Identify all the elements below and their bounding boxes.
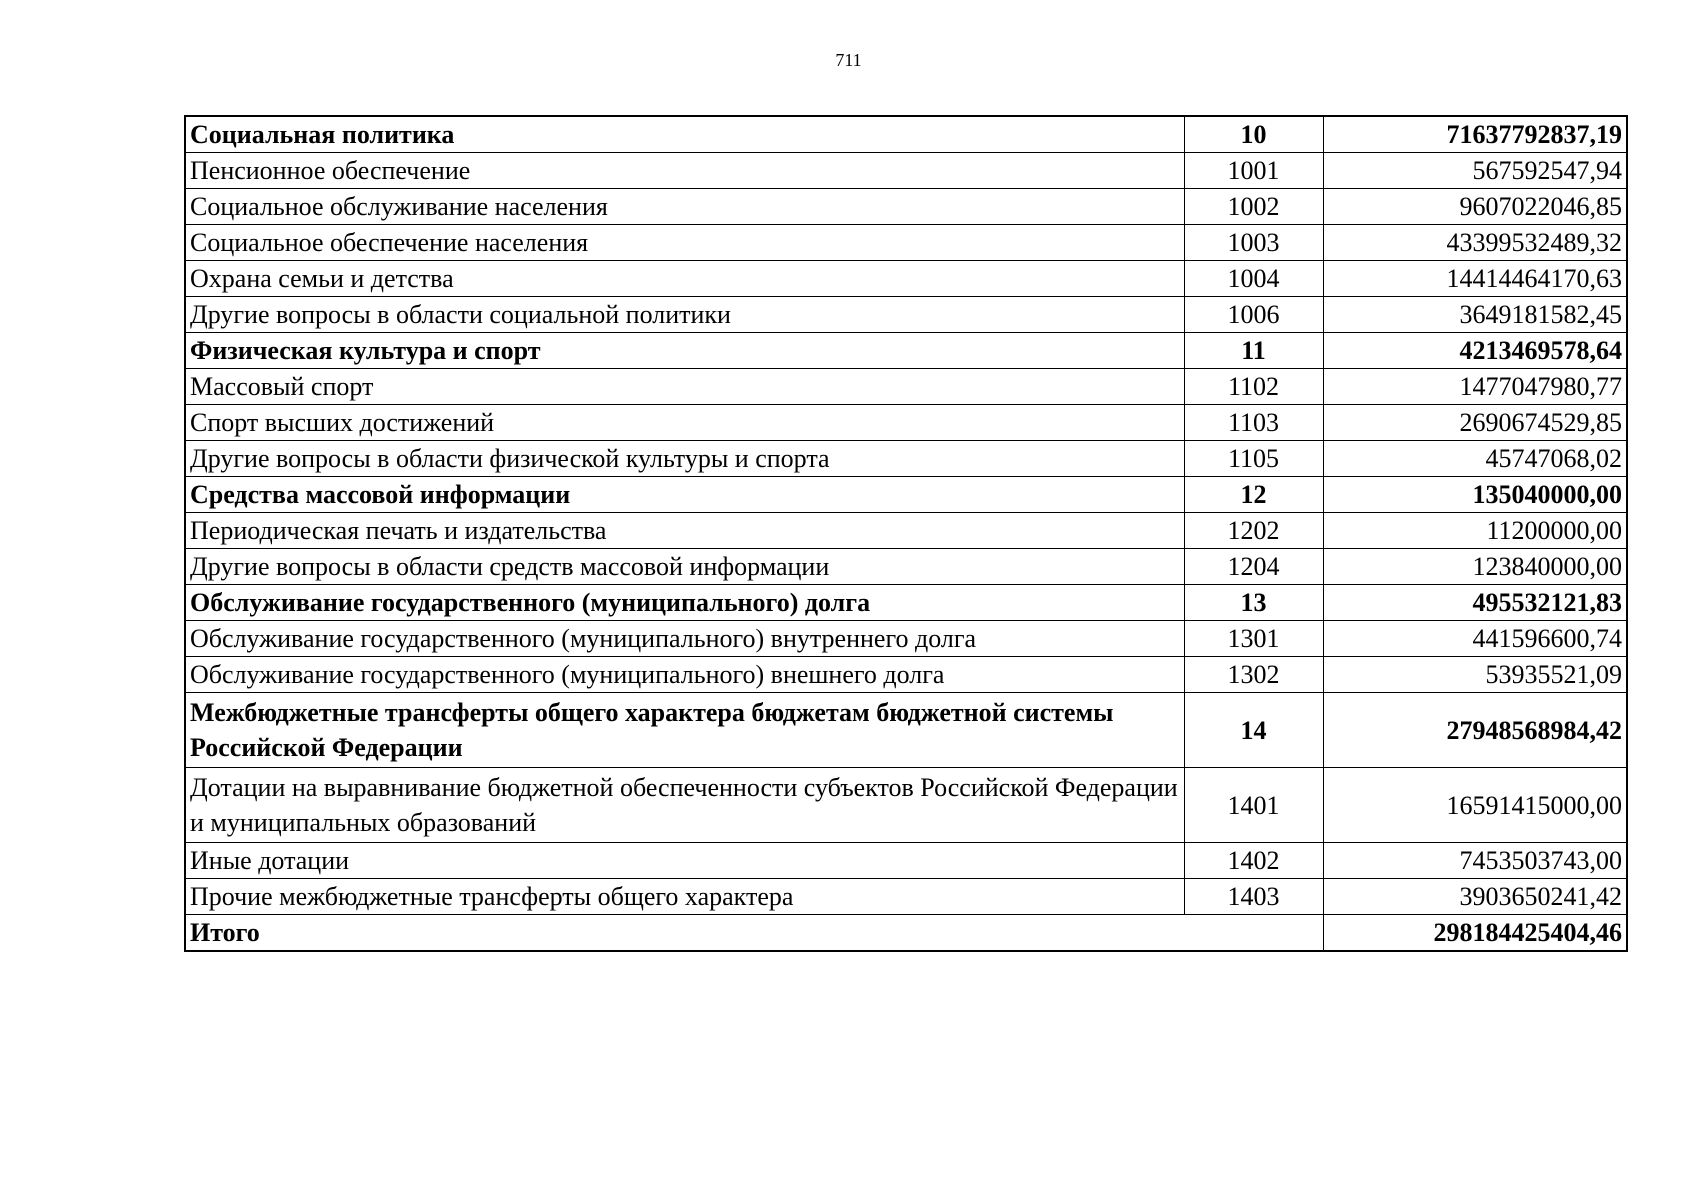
total-label: Итого <box>185 915 1323 952</box>
row-name: Периодическая печать и издательства <box>185 513 1184 549</box>
row-amount: 53935521,09 <box>1323 657 1627 693</box>
row-amount: 3903650241,42 <box>1323 879 1627 915</box>
row-code: 10 <box>1184 116 1323 153</box>
table-row <box>185 513 1627 549</box>
table-row <box>185 879 1627 915</box>
row-code: 1001 <box>1184 153 1323 189</box>
row-amount: 441596600,74 <box>1323 621 1627 657</box>
table-row <box>185 657 1627 693</box>
row-name: Обслуживание государственного (муниципального) долга <box>185 585 1184 621</box>
row-code: 1402 <box>1184 843 1323 879</box>
page-number: 711 <box>835 50 862 70</box>
row-name: Обслуживание государственного (муниципального) внешнего долга <box>185 657 1184 693</box>
row-code: 1006 <box>1184 297 1323 333</box>
row-name: Другие вопросы в области социальной политики <box>185 297 1184 333</box>
row-code: 14 <box>1184 693 1323 768</box>
row-amount: 135040000,00 <box>1323 477 1627 513</box>
row-name: Массовый спорт <box>185 369 1184 405</box>
table-row <box>185 333 1627 369</box>
row-amount: 43399532489,32 <box>1323 225 1627 261</box>
row-name: Пенсионное обеспечение <box>185 153 1184 189</box>
row-name: Спорт высших достижений <box>185 405 1184 441</box>
table-row <box>185 153 1627 189</box>
row-amount: 567592547,94 <box>1323 153 1627 189</box>
table-row <box>185 297 1627 333</box>
row-name: Социальная политика <box>185 116 1184 153</box>
row-amount: 1477047980,77 <box>1323 369 1627 405</box>
row-amount: 71637792837,19 <box>1323 116 1627 153</box>
table-row <box>185 405 1627 441</box>
total-amount: 298184425404,46 <box>1323 915 1627 952</box>
row-amount: 2690674529,85 <box>1323 405 1627 441</box>
table-row <box>185 189 1627 225</box>
table-row <box>185 585 1627 621</box>
table-row <box>185 768 1627 843</box>
table-row <box>185 225 1627 261</box>
row-code: 1202 <box>1184 513 1323 549</box>
row-name: Дотации на выравнивание бюджетной обеспеченности субъектов Российской Федерации и муниципальных образований <box>185 768 1184 843</box>
row-name: Прочие межбюджетные трансферты общего характера <box>185 879 1184 915</box>
row-amount: 123840000,00 <box>1323 549 1627 585</box>
row-code: 13 <box>1184 585 1323 621</box>
total-row <box>185 915 1627 952</box>
row-amount: 4213469578,64 <box>1323 333 1627 369</box>
row-amount: 7453503743,00 <box>1323 843 1627 879</box>
budget-table-body <box>185 116 1627 951</box>
table-row <box>185 369 1627 405</box>
row-name: Социальное обслуживание населения <box>185 189 1184 225</box>
row-code: 1004 <box>1184 261 1323 297</box>
table-row <box>185 441 1627 477</box>
row-amount: 3649181582,45 <box>1323 297 1627 333</box>
row-name: Охрана семьи и детства <box>185 261 1184 297</box>
row-code: 1302 <box>1184 657 1323 693</box>
row-code: 12 <box>1184 477 1323 513</box>
table-row <box>185 843 1627 879</box>
row-name: Средства массовой информации <box>185 477 1184 513</box>
row-name: Обслуживание государственного (муниципального) внутреннего долга <box>185 621 1184 657</box>
row-amount: 14414464170,63 <box>1323 261 1627 297</box>
row-name: Физическая культура и спорт <box>185 333 1184 369</box>
row-code: 1403 <box>1184 879 1323 915</box>
table-row <box>185 477 1627 513</box>
row-amount: 495532121,83 <box>1323 585 1627 621</box>
row-name: Межбюджетные трансферты общего характера бюджетам бюджетной системы Российской Федерации <box>185 693 1184 768</box>
table-row <box>185 116 1627 153</box>
row-name: Другие вопросы в области средств массовой информации <box>185 549 1184 585</box>
table-row <box>185 621 1627 657</box>
row-amount: 45747068,02 <box>1323 441 1627 477</box>
row-code: 11 <box>1184 333 1323 369</box>
row-amount: 27948568984,42 <box>1323 693 1627 768</box>
row-code: 1103 <box>1184 405 1323 441</box>
row-name: Социальное обеспечение населения <box>185 225 1184 261</box>
row-code: 1105 <box>1184 441 1323 477</box>
row-code: 1003 <box>1184 225 1323 261</box>
row-code: 1401 <box>1184 768 1323 843</box>
budget-table <box>184 115 1628 952</box>
row-amount: 16591415000,00 <box>1323 768 1627 843</box>
row-amount: 11200000,00 <box>1323 513 1627 549</box>
table-row <box>185 549 1627 585</box>
table-row <box>185 261 1627 297</box>
row-code: 1102 <box>1184 369 1323 405</box>
row-name: Другие вопросы в области физической культуры и спорта <box>185 441 1184 477</box>
row-name: Иные дотации <box>185 843 1184 879</box>
table-row <box>185 693 1627 768</box>
row-amount: 9607022046,85 <box>1323 189 1627 225</box>
row-code: 1002 <box>1184 189 1323 225</box>
row-code: 1204 <box>1184 549 1323 585</box>
row-code: 1301 <box>1184 621 1323 657</box>
